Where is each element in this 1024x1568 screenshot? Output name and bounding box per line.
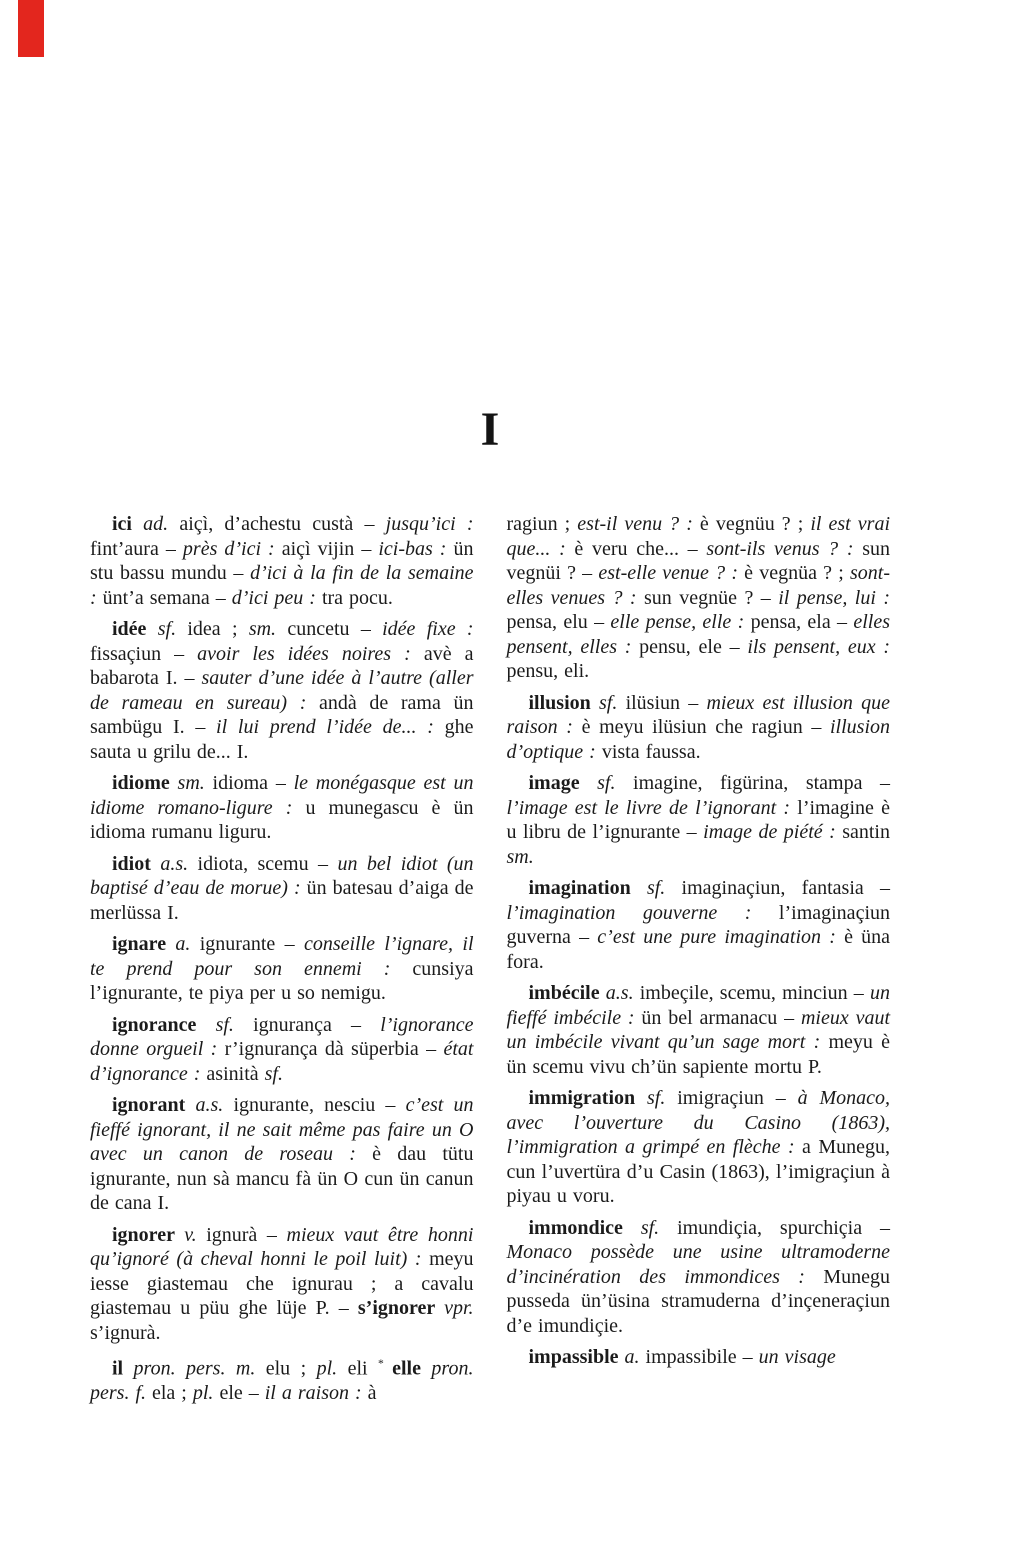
entry-impassible	[507, 1345, 891, 1370]
left-column	[90, 512, 474, 1406]
text-run: idea ;	[187, 618, 249, 640]
text-run: idioma –	[212, 772, 294, 794]
text-run: mieux vaut un imbécile vivant qu’un sage mort :	[506, 1006, 890, 1053]
text-run: le monégasque est un idiome romano-ligure :	[90, 772, 474, 819]
text-run: avoir les idées noires :	[197, 642, 424, 665]
text-run: ün bel armanacu –	[641, 1006, 801, 1029]
text-run: meyu è ün scemu vivu ch’ün sapiente mortu P.	[506, 1031, 891, 1078]
headword: immondice	[528, 1216, 641, 1239]
text-run: v.	[184, 1223, 207, 1246]
text-run: andà de rama ün sambügu I. –	[90, 691, 474, 738]
text-run: a.	[175, 933, 200, 955]
text-run: ghe sauta u grilu de... I.	[90, 716, 474, 763]
text-run: s’ignurà.	[90, 1321, 161, 1344]
text-run: ilüsiun –	[625, 691, 707, 714]
text-run: d’ici à la fin de la semaine :	[90, 562, 474, 609]
text-run: elle pense, elle :	[610, 611, 751, 633]
text-run: mieux est illusion que raison :	[506, 691, 891, 738]
headword: ignorant	[112, 1094, 196, 1116]
text-run: sf.	[646, 877, 682, 899]
entry-il	[90, 1352, 474, 1406]
text-run: idiota, scemu –	[197, 852, 338, 875]
entry-idee	[90, 617, 474, 764]
text-run: sm.	[248, 618, 288, 640]
text-run: à	[367, 1382, 377, 1405]
text-run: état d’ignorance :	[90, 1038, 474, 1085]
text-run: imagine, figürina, stampa –	[633, 772, 891, 794]
text-run: l’imagination gouverne :	[506, 901, 779, 924]
text-run: ad.	[143, 513, 180, 535]
text-run: pensu, eli.	[506, 660, 590, 682]
text-run: est-il venu ? :	[577, 513, 700, 535]
text-run: ignurança –	[253, 1013, 381, 1036]
text-run: ignurante, nesciu –	[233, 1094, 406, 1116]
entry-ici	[90, 512, 474, 610]
text-run: r’ignurança dà süperbia –	[224, 1038, 444, 1060]
headword: ignare	[112, 933, 176, 955]
text-columns	[90, 512, 890, 1406]
text-run: sont-elles venues ? :	[506, 562, 890, 609]
text-run: imaginaçiun, fantasia –	[681, 877, 890, 899]
text-run: près d’ici :	[182, 537, 282, 560]
headword: image	[528, 772, 598, 794]
text-run: sf.	[597, 772, 634, 794]
text-run: sauter d’une idée à l’autre (aller de rameau en sureau) :	[90, 667, 474, 714]
entry-idiome	[90, 771, 474, 845]
text-run: pron. pers. m.	[133, 1357, 266, 1380]
right-column	[507, 512, 891, 1406]
text-run: il pense, lui :	[778, 586, 890, 609]
headword: impassible	[528, 1346, 625, 1368]
entry-imagination	[507, 876, 891, 974]
entry-image	[507, 771, 891, 869]
text-run: sm.	[506, 845, 534, 868]
headword: idiot	[112, 852, 161, 875]
text-run: illusion d’optique :	[506, 716, 890, 763]
text-run: idée fixe :	[382, 618, 474, 640]
text-run: elu ;	[265, 1357, 317, 1380]
text-run: a.s.	[195, 1094, 234, 1116]
entry-il-continued	[507, 512, 891, 684]
text-run: a.	[624, 1346, 646, 1368]
text-run: il lui prend l’idée de... :	[216, 716, 445, 738]
text-run: c’est un fieffé ignorant, il ne sait même pas faire un O avec un canon de roseau :	[90, 1094, 474, 1165]
headword: il	[112, 1357, 134, 1380]
text-run: aiçì, d’achestu custà –	[179, 513, 386, 535]
entry-immondice	[507, 1216, 891, 1339]
text-run: *	[378, 1357, 393, 1370]
text-run: impassibile –	[645, 1346, 759, 1368]
text-run: fissaçiun –	[90, 642, 198, 665]
headword: elle	[392, 1357, 432, 1380]
red-thumb-index-mark	[18, 0, 44, 57]
entry-ignorance	[90, 1013, 474, 1087]
text-run: imundiçia, spurchiçia –	[677, 1216, 891, 1239]
headword: ici	[112, 513, 144, 535]
text-run: aiçì vijin –	[281, 537, 379, 560]
text-run: è vegnüa ? ;	[744, 562, 850, 584]
text-run: sm.	[177, 772, 213, 794]
headword: ignorer	[112, 1223, 185, 1246]
text-run: sf.	[640, 1216, 678, 1239]
text-run: ignurà –	[206, 1223, 287, 1246]
headword: idée	[112, 618, 158, 640]
text-run: vpr.	[444, 1297, 474, 1319]
text-run: sun vegnüe ? –	[644, 586, 779, 609]
text-run: sf.	[598, 691, 626, 714]
text-run: ils pensent, eux :	[747, 635, 890, 658]
text-run: pensa, elu –	[506, 611, 611, 633]
entry-ignare	[90, 932, 474, 1006]
text-run: a.s.	[605, 982, 640, 1004]
text-run: santin	[842, 821, 890, 843]
text-run: conseille l’ignare, il te prend pour son ennemi :	[90, 933, 474, 980]
text-run: imbeçile, scemu, minciun –	[639, 982, 870, 1004]
text-run: l’imaginaçiun guverna –	[506, 901, 890, 948]
text-run: sf.	[647, 1087, 678, 1109]
text-run: cunsiya l’ignurante, te piya per u so nemigu.	[90, 957, 474, 1004]
text-run: l’image est le livre de l’ignorant :	[506, 796, 798, 819]
text-run: è meyu ilüsiun che ragiun –	[581, 716, 830, 738]
text-run: elles pensent, elles :	[506, 611, 890, 658]
entry-imbecile	[507, 981, 891, 1079]
text-run: ele –	[219, 1382, 265, 1405]
text-run: un visage	[758, 1346, 836, 1368]
headword: immigration	[528, 1087, 648, 1109]
entry-immigration	[507, 1086, 891, 1209]
text-run: à Monaco, avec l’ouverture du Casino (1863), l’immigration a grimpé en flèche :	[506, 1087, 890, 1158]
headword: imbécile	[528, 982, 606, 1004]
text-run: ünt’a semana –	[102, 586, 232, 609]
text-run: un fieffé imbécile :	[506, 982, 890, 1029]
text-run: fint’aura –	[90, 537, 183, 560]
text-run: ela ;	[152, 1382, 193, 1405]
text-run: l’imagine è u libru de l’ignurante –	[506, 796, 890, 843]
headword: illusion	[528, 691, 599, 714]
entry-illusion	[507, 691, 891, 765]
text-run: è veru che... –	[574, 537, 707, 560]
text-run: pensu, ele –	[639, 635, 748, 658]
text-run: un bel idiot (un baptisé d’eau de morue) :	[90, 852, 474, 899]
text-run: u munegascu è ün idioma rumanu liguru.	[90, 796, 474, 843]
text-run: ignurante –	[199, 933, 304, 955]
text-run: pl.	[316, 1357, 348, 1380]
text-run: vista faussa.	[601, 740, 701, 763]
text-run: mieux vaut être honni qu’ignoré (à cheval honni le poil luit) :	[90, 1223, 474, 1270]
text-run: l’ignorance donne orgueil :	[90, 1013, 474, 1060]
text-run: pron. pers. f.	[90, 1357, 474, 1405]
text-run: tra pocu.	[321, 586, 393, 609]
headword: ignorance	[112, 1013, 216, 1036]
text-run: il a raison :	[264, 1382, 368, 1405]
text-run: sont-ils venus ? :	[706, 537, 863, 560]
entry-ignorer	[90, 1223, 474, 1346]
text-run: il est vrai que... :	[506, 513, 891, 560]
text-run: ragiun ;	[506, 513, 578, 535]
text-run: ün stu bassu mundu –	[90, 537, 474, 584]
text-run: ün batesau d’aiga de merlüssa I.	[90, 877, 474, 924]
headword: idiome	[112, 772, 178, 794]
text-run: è vegnüu ? ;	[699, 513, 811, 535]
text-run: è üna fora.	[506, 926, 890, 973]
text-run: meyu iesse giastemau che ignurau ; a cavalu giastemau u püu ghe lüje P. –	[90, 1248, 474, 1319]
text-run: est-elle venue ? :	[598, 562, 745, 584]
headword: s’ignorer	[357, 1297, 445, 1319]
text-run: pensa, ela –	[750, 611, 854, 633]
text-run: sun vegnüi ? –	[506, 537, 891, 584]
text-run: ici-bas :	[378, 537, 454, 560]
text-run: pl.	[192, 1382, 220, 1405]
text-run: Munegu pusseda ün’üsina stramuderna d’inçeneraçiun d’e imundiçie.	[506, 1265, 890, 1337]
section-letter: I	[480, 403, 500, 456]
text-run: avè a babarota I. –	[90, 642, 474, 689]
text-run: a Munegu, cun l’uvertüra d’u Casin (1863), l’imigraçiun à piyau u voru.	[506, 1136, 890, 1207]
text-run: è dau tütu ignurante, nun sà mancu fà ün O cun ün canun de cana I.	[90, 1143, 474, 1214]
text-run: sf.	[215, 1013, 254, 1036]
entry-ignorant	[90, 1093, 474, 1216]
headword: imagination	[528, 877, 647, 899]
text-run: Monaco possède une usine ultramoderne d’incinération des immondices :	[506, 1241, 890, 1288]
text-run: asinità	[206, 1062, 265, 1085]
text-run: imigraçiun –	[677, 1087, 798, 1109]
text-run: jusqu’ici :	[385, 513, 474, 535]
text-run: a.s.	[160, 852, 198, 875]
text-run: cuncetu –	[287, 618, 383, 640]
text-run: sf.	[157, 618, 188, 640]
text-run: c’est une pure imagination :	[597, 926, 845, 948]
text-run: image de piété :	[703, 821, 843, 843]
entry-idiot	[90, 852, 474, 926]
text-run: d’ici peu :	[231, 586, 322, 609]
text-run: eli	[347, 1357, 378, 1380]
text-run: sf.	[264, 1062, 283, 1085]
